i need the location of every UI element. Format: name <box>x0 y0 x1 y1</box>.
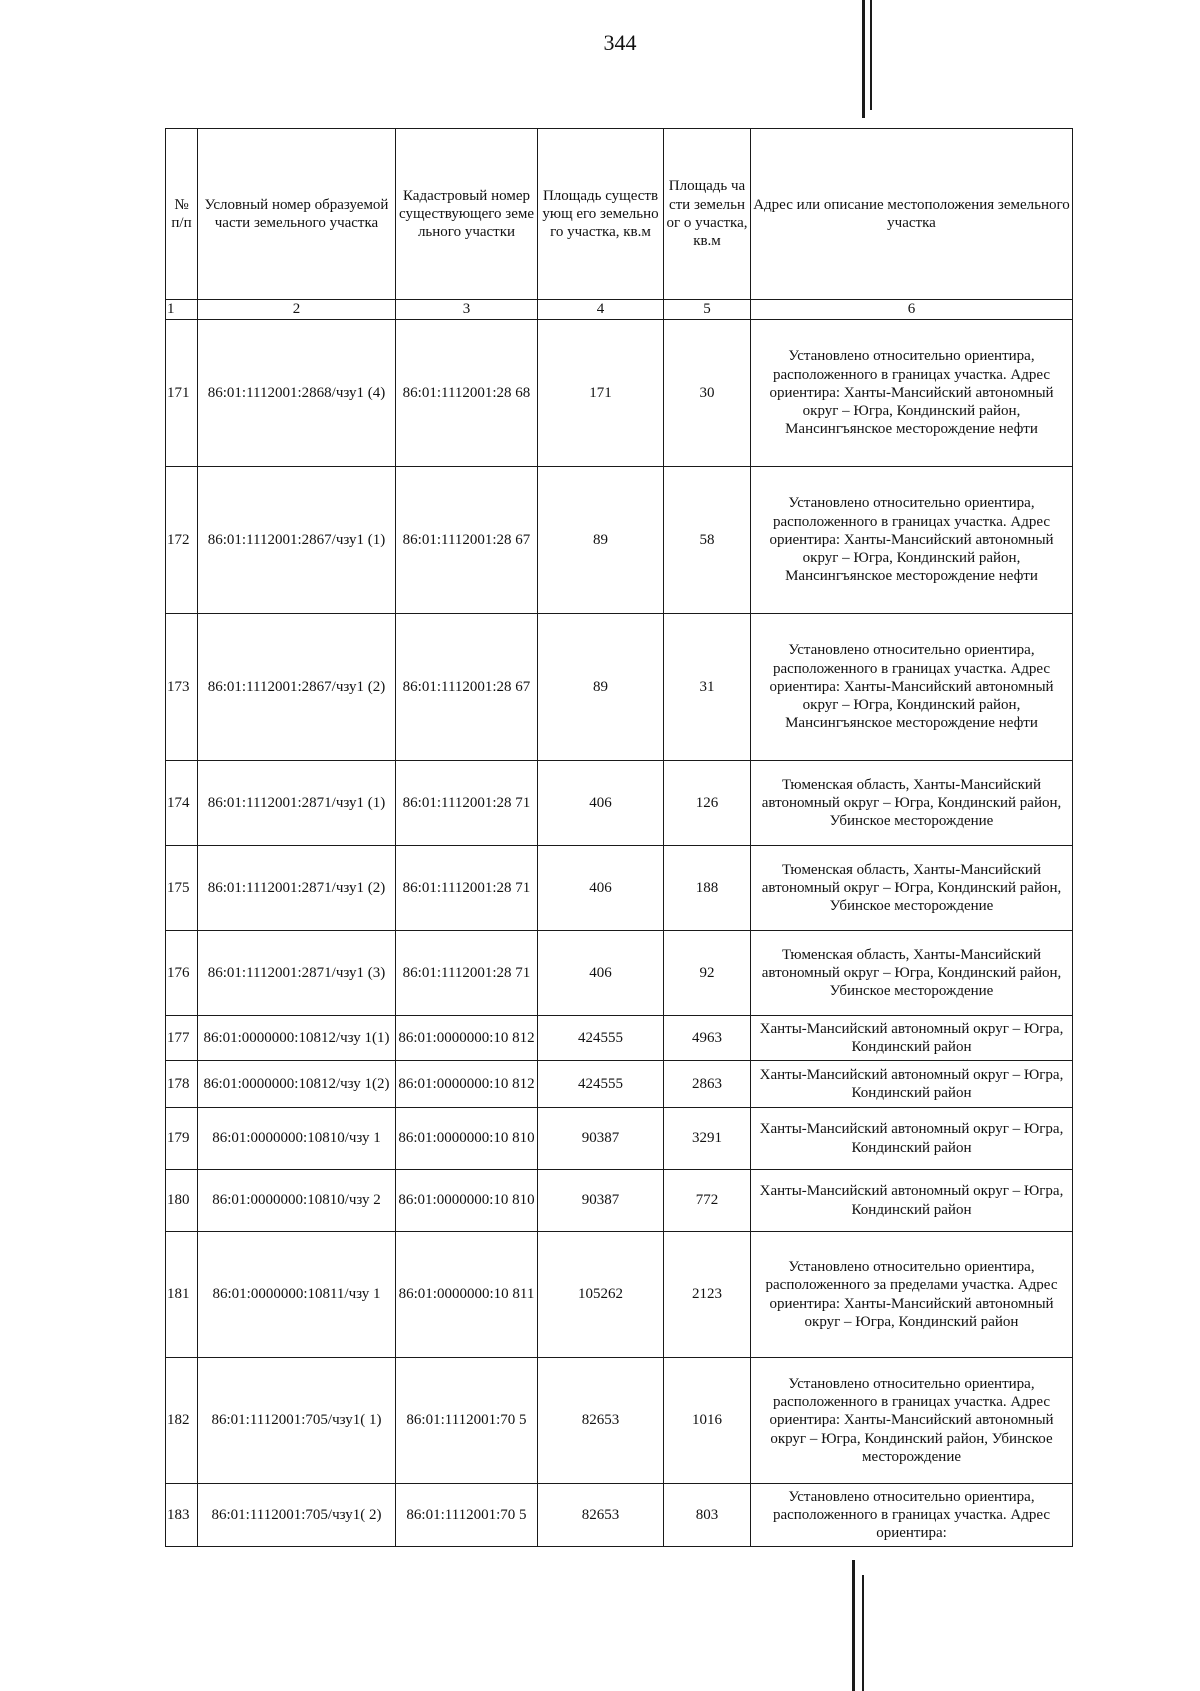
row-cadastral-number: 86:01:1112001:28 71 <box>396 761 538 846</box>
row-index: 183 <box>166 1484 198 1547</box>
table-row <box>166 467 1073 614</box>
table-row <box>166 1358 1073 1484</box>
row-parcel-area: 424555 <box>538 1061 664 1108</box>
row-part-number: 86:01:1112001:2871/чзу1 (1) <box>198 761 396 846</box>
row-part-area: 4963 <box>664 1016 751 1061</box>
table-row <box>166 846 1073 931</box>
row-address: Установлено относительно ориентира, расположенного в границах участка. Адрес ориентира: Ханты-Мансийский автономный округ – Югра, Кондинский район, Мансингъянское месторождение нефти <box>751 614 1073 761</box>
row-parcel-area: 90387 <box>538 1108 664 1170</box>
row-parcel-area: 89 <box>538 614 664 761</box>
row-part-number: 86:01:1112001:2867/чзу1 (2) <box>198 614 396 761</box>
header-part-area: Площадь части земельног о участка, кв.м <box>664 129 751 300</box>
row-part-area: 58 <box>664 467 751 614</box>
row-index: 181 <box>166 1232 198 1358</box>
header-part-number: Условный номер образуемой части земельного участка <box>198 129 396 300</box>
row-part-area: 772 <box>664 1170 751 1232</box>
row-parcel-area: 406 <box>538 931 664 1016</box>
column-number: 3 <box>396 300 538 320</box>
row-part-area: 126 <box>664 761 751 846</box>
row-parcel-area: 406 <box>538 846 664 931</box>
row-index: 174 <box>166 761 198 846</box>
row-parcel-area: 90387 <box>538 1170 664 1232</box>
row-index: 173 <box>166 614 198 761</box>
row-address: Тюменская область, Ханты-Мансийский автономный округ – Югра, Кондинский район, Убинское месторождение <box>751 846 1073 931</box>
row-index: 179 <box>166 1108 198 1170</box>
row-part-number: 86:01:1112001:705/чзу1( 2) <box>198 1484 396 1547</box>
header-parcel-area: Площадь существующ его земельного участка, кв.м <box>538 129 664 300</box>
row-address: Установлено относительно ориентира, расположенного в границах участка. Адрес ориентира: <box>751 1484 1073 1547</box>
header-address: Адрес или описание местоположения земельного участка <box>751 129 1073 300</box>
row-part-area: 30 <box>664 320 751 467</box>
row-address: Тюменская область, Ханты-Мансийский автономный округ – Югра, Кондинский район, Убинское месторождение <box>751 931 1073 1016</box>
row-part-number: 86:01:0000000:10810/чзу 1 <box>198 1108 396 1170</box>
row-part-number: 86:01:0000000:10812/чзу 1(1) <box>198 1016 396 1061</box>
land-parcels-table-wrap <box>165 128 1072 1547</box>
row-part-number: 86:01:0000000:10812/чзу 1(2) <box>198 1061 396 1108</box>
row-part-number: 86:01:1112001:2868/чзу1 (4) <box>198 320 396 467</box>
row-address: Ханты-Мансийский автономный округ – Югра, Кондинский район <box>751 1170 1073 1232</box>
row-cadastral-number: 86:01:1112001:28 67 <box>396 467 538 614</box>
row-address: Ханты-Мансийский автономный округ – Югра, Кондинский район <box>751 1108 1073 1170</box>
column-number: 4 <box>538 300 664 320</box>
table-row <box>166 614 1073 761</box>
scan-artifact-line <box>862 1575 864 1691</box>
table-header-row <box>166 129 1073 300</box>
row-part-area: 188 <box>664 846 751 931</box>
row-address: Тюменская область, Ханты-Мансийский автономный округ – Югра, Кондинский район, Убинское месторождение <box>751 761 1073 846</box>
row-part-area: 92 <box>664 931 751 1016</box>
column-numbers-row <box>166 300 1073 320</box>
row-cadastral-number: 86:01:1112001:28 71 <box>396 846 538 931</box>
row-parcel-area: 406 <box>538 761 664 846</box>
row-part-number: 86:01:0000000:10810/чзу 2 <box>198 1170 396 1232</box>
row-cadastral-number: 86:01:1112001:28 67 <box>396 614 538 761</box>
row-parcel-area: 171 <box>538 320 664 467</box>
row-cadastral-number: 86:01:0000000:10 811 <box>396 1232 538 1358</box>
row-parcel-area: 424555 <box>538 1016 664 1061</box>
row-address: Установлено относительно ориентира, расположенного за пределами участка. Адрес ориентира: Ханты-Мансийский автономный округ – Югра, Кондинский район <box>751 1232 1073 1358</box>
column-number: 6 <box>751 300 1073 320</box>
row-part-area: 803 <box>664 1484 751 1547</box>
table-row <box>166 1170 1073 1232</box>
row-address: Ханты-Мансийский автономный округ – Югра, Кондинский район <box>751 1016 1073 1061</box>
row-part-number: 86:01:0000000:10811/чзу 1 <box>198 1232 396 1358</box>
row-address: Установлено относительно ориентира, расположенного в границах участка. Адрес ориентира: Ханты-Мансийский автономный округ – Югра, Кондинский район, Мансингъянское месторождение нефти <box>751 467 1073 614</box>
row-cadastral-number: 86:01:1112001:70 5 <box>396 1358 538 1484</box>
row-parcel-area: 105262 <box>538 1232 664 1358</box>
row-cadastral-number: 86:01:0000000:10 810 <box>396 1170 538 1232</box>
row-part-area: 31 <box>664 614 751 761</box>
row-part-area: 2863 <box>664 1061 751 1108</box>
table-row <box>166 1061 1073 1108</box>
row-index: 177 <box>166 1016 198 1061</box>
row-index: 176 <box>166 931 198 1016</box>
row-parcel-area: 82653 <box>538 1484 664 1547</box>
row-address: Ханты-Мансийский автономный округ – Югра, Кондинский район <box>751 1061 1073 1108</box>
row-cadastral-number: 86:01:1112001:28 71 <box>396 931 538 1016</box>
row-index: 172 <box>166 467 198 614</box>
scan-artifact-line <box>862 0 865 118</box>
table-row <box>166 1016 1073 1061</box>
table-row <box>166 1484 1073 1547</box>
row-parcel-area: 89 <box>538 467 664 614</box>
row-part-number: 86:01:1112001:2867/чзу1 (1) <box>198 467 396 614</box>
row-cadastral-number: 86:01:0000000:10 812 <box>396 1016 538 1061</box>
row-cadastral-number: 86:01:0000000:10 810 <box>396 1108 538 1170</box>
row-cadastral-number: 86:01:1112001:28 68 <box>396 320 538 467</box>
table-row <box>166 931 1073 1016</box>
row-part-number: 86:01:1112001:2871/чзу1 (2) <box>198 846 396 931</box>
land-parcels-table <box>165 128 1073 1547</box>
row-part-number: 86:01:1112001:2871/чзу1 (3) <box>198 931 396 1016</box>
scan-artifact-line <box>870 0 872 110</box>
header-index: № п/п <box>166 129 198 300</box>
column-number: 1 <box>166 300 198 320</box>
row-index: 178 <box>166 1061 198 1108</box>
row-index: 180 <box>166 1170 198 1232</box>
row-cadastral-number: 86:01:1112001:70 5 <box>396 1484 538 1547</box>
column-number: 5 <box>664 300 751 320</box>
table-row <box>166 761 1073 846</box>
page-number: 344 <box>603 30 637 55</box>
row-index: 182 <box>166 1358 198 1484</box>
row-part-area: 1016 <box>664 1358 751 1484</box>
header-cadastral-number: Кадастровый номер существующего земельного участки <box>396 129 538 300</box>
row-cadastral-number: 86:01:0000000:10 812 <box>396 1061 538 1108</box>
row-index: 175 <box>166 846 198 931</box>
row-index: 171 <box>166 320 198 467</box>
column-number: 2 <box>198 300 396 320</box>
table-row <box>166 1232 1073 1358</box>
table-row <box>166 320 1073 467</box>
row-address: Установлено относительно ориентира, расположенного в границах участка. Адрес ориентира: Ханты-Мансийский автономный округ – Югра, Кондинский район, Убинское месторождение <box>751 1358 1073 1484</box>
row-address: Установлено относительно ориентира, расположенного в границах участка. Адрес ориентира: Ханты-Мансийский автономный округ – Югра, Кондинский район, Мансингъянское месторождение нефти <box>751 320 1073 467</box>
row-part-area: 3291 <box>664 1108 751 1170</box>
row-parcel-area: 82653 <box>538 1358 664 1484</box>
table-row <box>166 1108 1073 1170</box>
scan-artifact-line <box>852 1560 855 1691</box>
row-part-area: 2123 <box>664 1232 751 1358</box>
row-part-number: 86:01:1112001:705/чзу1( 1) <box>198 1358 396 1484</box>
